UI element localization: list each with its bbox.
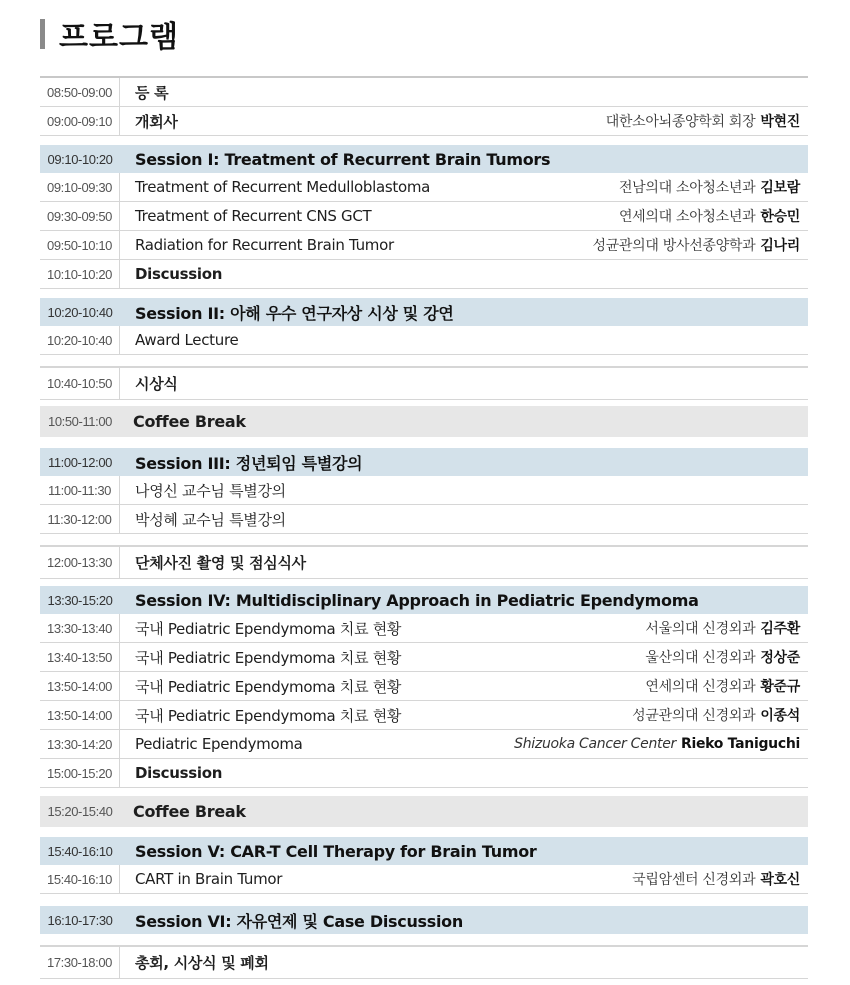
time-slot: 09:10-10:20	[47, 151, 113, 167]
speaker-affiliation: 연세의대 소아청소년과	[618, 209, 756, 225]
schedule-row	[40, 643, 808, 672]
schedule-block	[40, 76, 808, 136]
speaker-affiliation: 서울의대 신경외과	[645, 621, 756, 637]
speaker-affiliation: 성균관의대 방사선종양학과	[592, 238, 756, 254]
title-accent-bar	[40, 19, 45, 49]
schedule-row	[40, 476, 808, 505]
speaker-affiliation: 연세의대 신경외과	[645, 679, 756, 695]
time-slot: 13:30-15:20	[47, 592, 113, 608]
schedule-block	[40, 586, 808, 788]
talk-title: Radiation for Recurrent Brain Tumor	[135, 236, 394, 254]
schedule-block	[40, 945, 808, 979]
speaker-name: Rieko Taniguchi	[680, 736, 800, 752]
talk-title: 개회사	[135, 112, 178, 131]
time-slot: 09:10-09:30	[40, 173, 120, 201]
session-header-row	[40, 298, 808, 326]
time-slot: 13:50-14:00	[40, 672, 120, 700]
speaker	[645, 643, 800, 671]
schedule-row	[40, 260, 808, 289]
talk-title: 단체사진 촬영 및 점심식사	[135, 554, 306, 572]
schedule-row	[40, 614, 808, 643]
talk-title: Discussion	[135, 265, 223, 283]
speaker-affiliation: 성균관의대 신경외과	[632, 708, 756, 724]
schedule-block	[40, 796, 808, 827]
time-slot: 16:10-17:30	[47, 912, 113, 928]
speaker-name: 김나리	[760, 238, 800, 254]
speaker-name: 황준규	[760, 679, 800, 695]
speaker-affiliation: 울산의대 신경외과	[645, 650, 756, 666]
speaker	[619, 202, 800, 230]
speaker-name: 한승민	[760, 209, 800, 225]
time-slot: 10:20-10:40	[47, 304, 113, 320]
talk-title: Pediatric Ependymoma	[135, 735, 303, 753]
speaker-name: 이종석	[760, 708, 800, 724]
session-title: Session II: 아해 우수 연구자상 시상 및 강연	[135, 303, 454, 323]
session-title: Session I: Treatment of Recurrent Brain Tumors	[135, 149, 551, 169]
time-slot: 09:30-09:50	[40, 202, 120, 230]
session-title: Session IV: Multidisciplinary Approach in Pediatric Ependymoma	[135, 590, 699, 610]
time-slot: 15:40-16:10	[40, 865, 120, 893]
talk-title: CART in Brain Tumor	[135, 870, 283, 888]
speaker-affiliation: 전남의대 소아청소년과	[618, 180, 756, 196]
talk-title: 나영신 교수님 특별강의	[135, 481, 286, 500]
schedule-row	[40, 672, 808, 701]
schedule-row	[40, 759, 808, 788]
talk-title: Coffee Break	[133, 412, 246, 431]
time-slot: 10:10-10:20	[40, 260, 120, 288]
time-slot: 15:40-16:10	[47, 843, 113, 859]
schedule-row	[40, 107, 808, 136]
talk-title: Coffee Break	[133, 802, 246, 821]
session-header-row	[40, 586, 808, 614]
speaker-affiliation: 대한소아뇌종양학회 회장	[605, 114, 756, 130]
schedule-block	[40, 448, 808, 534]
talk-title: 국내 Pediatric Ependymoma 치료 현황	[135, 706, 402, 725]
schedule-block	[40, 145, 808, 289]
session-title: Session III: 정년퇴임 특별강의	[135, 453, 363, 473]
time-slot: 11:00-11:30	[40, 476, 120, 504]
time-slot: 10:40-10:50	[40, 368, 120, 399]
speaker-name: 곽호신	[760, 872, 800, 888]
session-title: Session VI: 자유연제 및 Case Discussion	[135, 911, 463, 931]
time-slot: 10:20-10:40	[40, 326, 120, 354]
talk-title: 국내 Pediatric Ependymoma 치료 현황	[135, 648, 402, 667]
time-slot: 15:20-15:40	[47, 804, 113, 819]
speaker-name: 박현진	[760, 114, 800, 130]
schedule-block	[40, 545, 808, 579]
page-title: 프로그램	[59, 20, 179, 55]
talk-title: Treatment of Recurrent CNS GCT	[135, 207, 372, 225]
session-header-row	[40, 837, 808, 865]
schedule-block	[40, 366, 808, 400]
schedule-row	[40, 865, 808, 894]
speaker	[632, 865, 800, 893]
speaker-affiliation: Shizuoka Cancer Center	[514, 736, 676, 752]
talk-title: 시상식	[135, 375, 178, 393]
schedule-row	[40, 366, 808, 400]
schedule-row	[40, 326, 808, 355]
speaker	[606, 107, 800, 135]
speaker-name: 김주환	[760, 621, 800, 637]
schedule-row	[40, 231, 808, 260]
talk-title: 박성혜 교수님 특별강의	[135, 510, 286, 529]
time-slot: 09:50-10:10	[40, 231, 120, 259]
schedule-row	[40, 202, 808, 231]
time-slot: 13:40-13:50	[40, 643, 120, 671]
time-slot: 08:50-09:00	[40, 78, 120, 106]
coffee-break-row	[40, 796, 808, 827]
schedule-row	[40, 505, 808, 534]
time-slot: 15:00-15:20	[40, 759, 120, 787]
schedule-block	[40, 406, 808, 437]
coffee-break-row	[40, 406, 808, 437]
speaker	[619, 173, 800, 201]
time-slot: 11:00-12:00	[47, 454, 113, 470]
talk-title: 등 록	[135, 83, 169, 102]
talk-title: Award Lecture	[135, 331, 239, 349]
schedule-row	[40, 945, 808, 979]
session-header-row	[40, 906, 808, 934]
speaker	[645, 672, 800, 700]
time-slot: 13:30-14:20	[40, 730, 120, 758]
talk-title: 국내 Pediatric Ependymoma 치료 현황	[135, 677, 402, 696]
time-slot: 12:00-13:30	[40, 547, 120, 578]
speaker-name: 정상준	[760, 650, 800, 666]
time-slot: 13:30-13:40	[40, 614, 120, 642]
speaker-name: 김보람	[760, 180, 800, 196]
speaker	[592, 231, 800, 259]
schedule-row	[40, 173, 808, 202]
speaker	[514, 730, 800, 758]
talk-title: 총회, 시상식 및 폐회	[135, 954, 269, 972]
schedule-block	[40, 837, 808, 894]
schedule-row	[40, 76, 808, 107]
talk-title: Treatment of Recurrent Medulloblastoma	[135, 178, 431, 196]
talk-title: Discussion	[135, 764, 223, 782]
time-slot: 09:00-09:10	[40, 107, 120, 135]
time-slot: 17:30-18:00	[40, 947, 120, 978]
speaker	[645, 614, 800, 642]
schedule-block	[40, 906, 808, 934]
time-slot: 13:50-14:00	[40, 701, 120, 729]
session-header-row	[40, 448, 808, 476]
schedule-block	[40, 298, 808, 355]
time-slot: 10:50-11:00	[47, 414, 113, 429]
speaker	[632, 701, 800, 729]
schedule-row	[40, 701, 808, 730]
speaker-affiliation: 국립암센터 신경외과	[632, 872, 756, 888]
time-slot: 11:30-12:00	[40, 505, 120, 533]
schedule-row	[40, 545, 808, 579]
session-header-row	[40, 145, 808, 173]
talk-title: 국내 Pediatric Ependymoma 치료 현황	[135, 619, 402, 638]
session-title: Session V: CAR-T Cell Therapy for Brain Tumor	[135, 841, 537, 861]
page-header	[40, 14, 179, 54]
schedule-row	[40, 730, 808, 759]
